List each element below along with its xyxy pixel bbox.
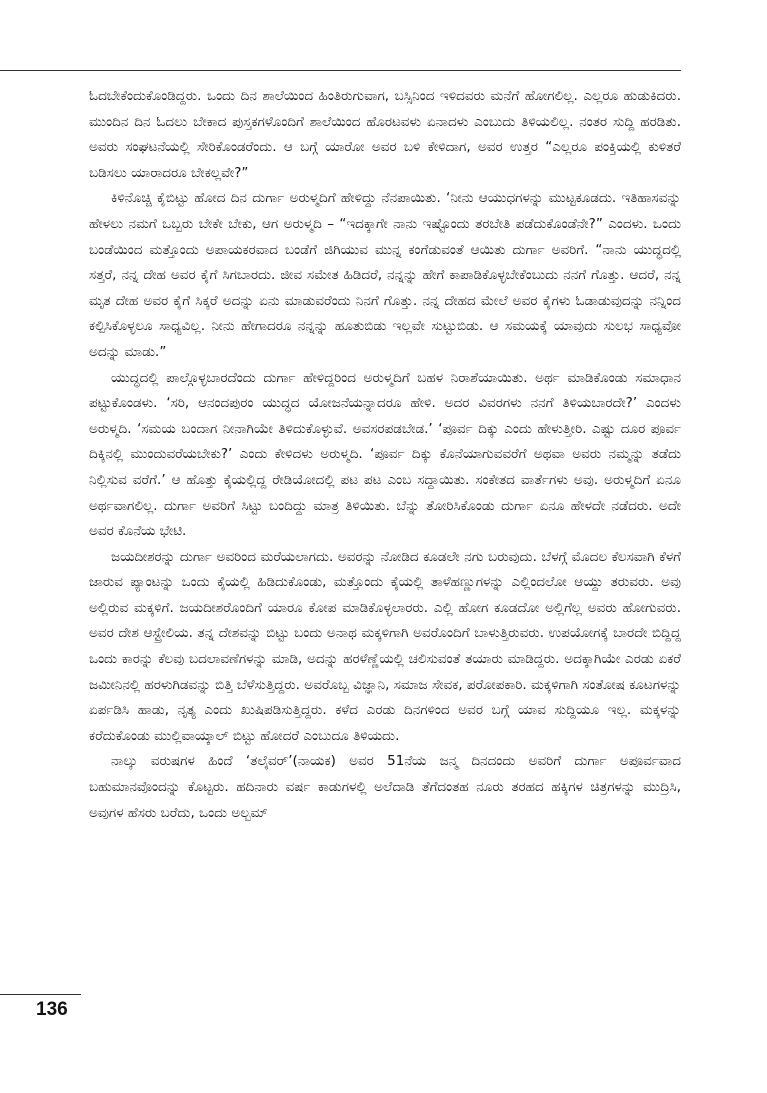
footer-rule — [0, 994, 81, 995]
header-rule — [0, 70, 681, 71]
page-body — [89, 84, 681, 826]
paragraph-4: ಜಯದೀಶರನ್ನು ದುರ್ಗಾ ಅವರಿಂದ ಮರೆಯಲಾಗದು. ಅವರನ್ನು ನೋಡಿದ ಕೂಡಲೇ ನಗು ಬರುವುದು. ಬೆಳಗ್ಗೆ ಮೊದಲ ಕೆಲಸವಾಗಿ ಕೆಳಗೆ ಜಾರುವ ಪ್ಯಾಂಟನ್ನು ಒಂದು ಕೈಯಲ್ಲಿ ಹಿಡಿದುಕೊಂಡು, ಮತ್ತೊಂದು ಕೈಯಲ್ಲಿ ತಾಳೆಹಣ್ಣುಗಳನ್ನು ಎಲ್ಲಿಂದಲೋ ಆಯ್ದು ತರುವರು. ಅವು ಅಲ್ಲಿರುವ ಮಕ್ಕಳಿಗೆ. ಜಯದೀಶರೊಂದಿಗೆ ಯಾರೂ ಕೋಪ ಮಾಡಿಕೊಳ್ಳಲಾರರು. ಎಲ್ಲಿ ಹೋಗ ಕೂಡದೋ ಅಲ್ಲಿಗೆಲ್ಲ ಅವರು ಹೋಗುವರು. ಅವರ ದೇಶ ಆಸ್ಟ್ರೇಲಿಯ. ತನ್ನ ದೇಶವನ್ನು ಬಿಟ್ಟು ಬಂದು ಅನಾಥ ಮಕ್ಕಳಿಗಾಗಿ ಅವರೊಂದಿಗೆ ಬಾಳುತ್ತಿರುವರು. ಉಪಯೋಗಕ್ಕೆ ಬಾರದೇ ಬಿದ್ದಿದ್ದ ಒಂದು ಕಾರನ್ನು ಕೆಲವು ಬದಲಾವಣೆಗಳನ್ನು ಮಾಡಿ, ಅದನ್ನು ಹರಳೆಣ್ಣೆಯಲ್ಲಿ ಚಲಿಸುವಂತೆ ತಯಾರು ಮಾಡಿದ್ದರು. ಅದಕ್ಕಾಗಿಯೇ ಎರಡು ಏಕರೆ ಜಮೀನಿನಲ್ಲಿ ಹರಳುಗಿಡವನ್ನು ಬಿತ್ತಿ ಬೆಳೆಸುತ್ತಿದ್ದರು. ಅವರೊಬ್ಬ ವಿಜ್ಞಾನಿ, ಸಮಾಜ ಸೇವಕ, ಪರೋಪಕಾರಿ. ಮಕ್ಕಳಿಗಾಗಿ ಸಂತೋಷ ಕೂಟಗಳನ್ನು ಏರ್ಪಡಿಸಿ ಹಾಡು, ನೃತ್ಯ ಎಂದು ಖುಷಿಪಡಿಸುತ್ತಿದ್ದರು. ಕಳೆದ ಎರಡು ದಿನಗಳಿಂದ ಅವರ ಬಗ್ಗೆ ಯಾವ ಸುದ್ದಿಯೂ ಇಲ್ಲ. ಮಕ್ಕಳನ್ನು ಕರೆದುಕೊಂಡು ಮುಲ್ಲಿವಾಯ್ಕಾಲ್ ಬಿಟ್ಟು ಹೋದರೆ ಎಂಬುದೂ ತಿಳಿಯದು. — [89, 548, 681, 744]
page-number: 136 — [36, 999, 68, 1020]
paragraph-2: ಕಿಳಿನೊಚ್ಚಿ ಕೈಬಿಟ್ಟು ಹೋದ ದಿನ ದುರ್ಗಾ ಅರುಳ್ಮದಿಗೆ ಹೇಳಿದ್ದು ನೆನಪಾಯಿತು. ‘ನೀನು ಆಯುಧಗಳನ್ನು ಮುಟ್ಟಕೂಡದು. ಇತಿಹಾಸವನ್ನು ಹೇಳಲು ನಮಗೆ ಒಬ್ಬರು ಬೇಕೇ ಬೇಕು, ಆಗ ಅರುಳ್ಮದಿ – “ಇದಕ್ಕಾಗೇ ನಾನು ಇಷ್ಟೊಂದು ತರಬೇತಿ ಪಡೆದುಕೊಂಡೆನೇ?” ಎಂದಳು. ಒಂದು ಬಂಡೆಯಿಂದ ಮತ್ತೊಂದು ಅಪಾಯಕರವಾದ ಬಂಡೆಗೆ ಜಿಗಿಯುವ ಮುನ್ನ ಕಂಗೆಡುವಂತೆ ಆಯಿತು ದುರ್ಗಾ ಅವರಿಗೆ. “ನಾನು ಯುದ್ಧದಲ್ಲಿ ಸತ್ತರೆ, ನನ್ನ ದೇಹ ಅವರ ಕೈಗೆ ಸಿಗಬಾರದು. ಜೀವ ಸಮೇತ ಹಿಡಿದರೆ, ನನ್ನನ್ನು ಹೇಗೆ ಕಾಪಾಡಿಕೊಳ್ಳಬೇಕೆಂಬುದು ನನಗೆ ಗೊತ್ತು. ಆದರೆ, ನನ್ನ ಮೃತ ದೇಹ ಅವರ ಕೈಗೆ ಸಿಕ್ಕರೆ ಅದನ್ನು ಏನು ಮಾಡುವರೆಂದು ನಿನಗೆ ಗೊತ್ತು. ನನ್ನ ದೇಹದ ಮೇಲೆ ಅವರ ಕೈಗಳು ಓಡಾಡುವುದನ್ನು ನನ್ನಿಂದ ಕಲ್ಪಿಸಿಕೊಳ್ಳಲೂ ಸಾಧ್ಯವಿಲ್ಲ. ನೀನು ಹೇಗಾದರೂ ನನ್ನನ್ನು ಹೂತುಬಿಡು ಇಲ್ಲವೇ ಸುಟ್ಟುಬಿಡು. ಆ ಸಮಯಕ್ಕೆ ಯಾವುದು ಸುಲಭ ಸಾಧ್ಯವೋ ಅದನ್ನು ಮಾಡು.” — [89, 190, 681, 360]
paragraph-3: ಯುದ್ಧದಲ್ಲಿ ಪಾಲ್ಗೊಳ್ಳಬಾರದೆಂದು ದುರ್ಗಾ ಹೇಳಿದ್ದರಿಂದ ಅರುಳ್ಮದಿಗೆ ಬಹಳ ನಿರಾಶೆಯಾಯಿತು. ಅರ್ಥ ಮಾಡಿಕೊಂಡು ಸಮಾಧಾನ ಪಟ್ಟುಕೊಂಡಳು. ‘ಸರಿ, ಆನಂದಪುರಂ ಯುದ್ಧದ ಯೋಜನೆಯನ್ನಾದರೂ ಹೇಳಿ. ಅದರ ವಿವರಗಳು ನನಗೆ ತಿಳಿಯಬಾರದೇ?’ ಎಂದಳು ಅರುಳ್ಮದಿ. ‘ಸಮಯ ಬಂದಾಗ ನೀನಾಗಿಯೇ ತಿಳಿದುಕೊಳ್ಳುವೆ. ಅವಸರಪಡಬೇಡ.’ ‘ಪೂರ್ವ ದಿಕ್ಕು ಎಂದು ಹೇಳುತ್ತೀರಿ. ಎಷ್ಟು ದೂರ ಪೂರ್ವ ದಿಕ್ಕಿನಲ್ಲಿ ಮುಂದುವರೆಯಬೇಕು?’ ಎಂದು ಕೇಳಿದಳು ಅರುಳ್ಮದಿ. ‘ಪೂರ್ವ ದಿಕ್ಕು ಕೊನೆಯಾಗುವವರೆಗೆ ಅಥವಾ ಅವರು ನಮ್ಮನ್ನು ತಡೆದು ನಿಲ್ಲಿಸುವ ವರೆಗೆ.’ ಆ ಹೊತ್ತು ಕೈಯಲ್ಲಿದ್ದ ರೇಡಿಯೋದಲ್ಲಿ ಪಟ ಪಟ ಎಂಬ ಸದ್ದಾಯಿತು. ಸಂಕೇತದ ವಾರ್ತೆಗಳು ಅವು. ಅರುಳ್ಮದಿಗೆ ಏನೂ ಅರ್ಥವಾಗಲಿಲ್ಲ. ದುರ್ಗಾ ಅವರಿಗೆ ಸಿಟ್ಟು ಬಂದಿದ್ದು ಮಾತ್ರ ತಿಳಿಯಿತು. ಬೆನ್ನು ತೋರಿಸಿಕೊಂಡು ದುರ್ಗಾ ಏನೂ ಹೇಳದೇ ನಡೆದರು. ಅದೇ ಅವರ ಕೊನೆಯ ಭೇಟಿ. — [89, 369, 681, 540]
paragraph-5: ನಾಲ್ಕು ವರುಷಗಳ ಹಿಂದೆ ‘ತಲೈವರ್’(ನಾಯಕ) ಅವರ 51ನೆಯ ಜನ್ಮ ದಿನದಂದು ಅವರಿಗೆ ದುರ್ಗಾ ಅಪೂರ್ವವಾದ ಬಹುಮಾನವೊಂದನ್ನು ಕೊಟ್ಟರು. ಹದಿನಾರು ವರ್ಷ ಕಾಡುಗಳಲ್ಲಿ ಅಲೆದಾಡಿ ತೆಗೆದಂತಹ ನೂರು ತರಹದ ಹಕ್ಕಿಗಳ ಚಿತ್ರಗಳನ್ನು ಮುದ್ರಿಸಿ, ಅವುಗಳ ಹೆಸರು ಬರೆದು, ಒಂದು ಅಲ್ಬಮ್ — [89, 753, 681, 821]
paragraph-1: ಓದಬೇಕೆಂದುಕೊಂಡಿದ್ದರು. ಒಂದು ದಿನ ಶಾಲೆಯಿಂದ ಹಿಂತಿರುಗುವಾಗ, ಬಸ್ಸಿನಿಂದ ಇಳಿದವರು ಮನೆಗೆ ಹೋಗಲಿಲ್ಲ. ಎಲ್ಲರೂ ಹುಡುಕಿದರು. ಮುಂದಿನ ದಿನ ಓದಲು ಬೇಕಾದ ಪುಸ್ತಕಗಳೊಂದಿಗೆ ಶಾಲೆಯಿಂದ ಹೊರಟವಳು ಏನಾದಳು ಎಂಬುದು ತಿಳಿಯಲಿಲ್ಲ. ನಂತರ ಸುದ್ದಿ ಹರಡಿತು. ಅವರು ಸಂಘಟನೆಯಲ್ಲಿ ಸೇರಿಕೊಂಡರೆಂದು. ಆ ಬಗ್ಗೆ ಯಾರೋ ಅವರ ಬಳಿ ಕೇಳಿದಾಗ, ಅವರ ಉತ್ತರ “ಎಲ್ಲರೂ ಪಂಕ್ತಿಯಲ್ಲಿ ಕುಳಿತರೆ ಬಡಿಸಲು ಯಾರಾದರೂ ಬೇಕಲ್ಲವೇ?” — [89, 88, 681, 181]
